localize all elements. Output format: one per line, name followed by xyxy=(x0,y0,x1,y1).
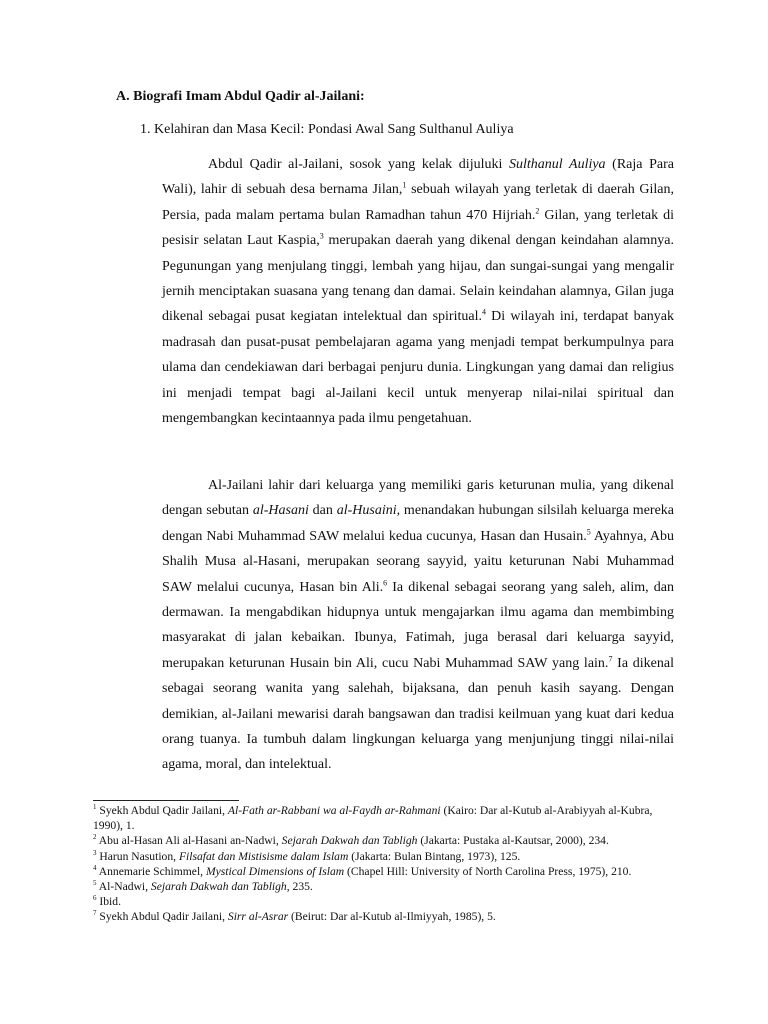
italic-term: al-Husaini xyxy=(336,503,397,519)
italic-term: al-Hasani xyxy=(252,503,309,519)
text-run: Di wilayah ini, terdapat banyak madrasah dan pusat-pusat pembelajaran agama yang menjadi tempat berkumpulnya para ulama dan cendekiawan dari berbagai penjuru dunia. Lingkungan yang damai dan religius ini menjadi tempat bagi al-Jailani kecil untuk menyerap nilai-nilai spiritual dan mengembangkan kecintaannya pada ilmu pengetahuan. xyxy=(162,309,674,427)
footnote-text: Syekh Abdul Qadir Jailani, xyxy=(96,910,228,924)
footnote-title: Mystical Dimensions of Islam xyxy=(205,864,345,878)
text-run: Gilan, yang terletak di pesisir selatan Laut Kaspia, xyxy=(162,207,674,249)
text-run: Abdul Qadir al-Jailani, sosok yang kelak dijuluki xyxy=(208,157,509,172)
footnote-text: Ibid. xyxy=(96,895,121,909)
footnote-number: 5 xyxy=(93,879,97,888)
footnote-number: 7 xyxy=(93,909,97,918)
footnote-number: 4 xyxy=(93,863,97,872)
footnote-text: Abu al-Hasan Ali al-Hasani an-Nadwi, xyxy=(96,834,282,848)
text-run: , menandakan hubungan silsilah keluarga mereka dengan Nabi Muhammad SAW melalui kedua cucunya, Hasan dan Husain. xyxy=(162,503,674,544)
body-paragraph-1 xyxy=(162,152,674,431)
text-run: sebuah wilayah yang terletak di daerah Gilan, Persia, pada malam pertama bulan Ramadhan tahun 470 Hijriah. xyxy=(162,182,674,223)
footnote-text: Syekh Abdul Qadir Jailani, xyxy=(96,804,228,817)
footnote-ref-7[interactable]: 7 xyxy=(608,654,613,664)
footnote-item xyxy=(93,849,683,864)
footnote-text: Al-Nadwi, xyxy=(96,880,151,894)
footnote-ref-2[interactable]: 2 xyxy=(535,206,540,216)
italic-term: Sulthanul Auliya xyxy=(508,157,606,172)
footnote-item xyxy=(93,909,683,924)
footnote-ref-4[interactable]: 4 xyxy=(481,307,486,317)
footnote-text: (Beirut: Dar al-Kutub al-Ilmiyyah, 1985), 5. xyxy=(288,910,496,924)
footnote-ref-6[interactable]: 6 xyxy=(383,577,388,587)
footnote-number: 2 xyxy=(93,833,97,842)
footnote-number: 3 xyxy=(93,848,97,857)
text-run: Ayahnya, Abu Shalih Musa al-Hasani, merupakan seorang sayyid, yaitu keturunan Nabi Muhammad SAW melalui cucunya, Hasan bin Ali. xyxy=(162,528,675,595)
footnote-ref-5[interactable]: 5 xyxy=(586,527,591,537)
footnote-text: (Jakarta: Pustaka al-Kautsar, 2000), 234. xyxy=(417,834,609,848)
footnote-item xyxy=(93,864,683,879)
footnote-text: Harun Nasution, xyxy=(96,849,179,863)
footnote-text: (Kairo: Dar al-Kutub al-Arabiyyah al-Kubra, 1990), 1. xyxy=(93,804,653,833)
footnote-number: 1 xyxy=(93,803,97,812)
body-paragraph-2 xyxy=(162,473,674,778)
text-run: merupakan daerah yang dikenal dengan keindahan alamnya. Pegunungan yang menjulang tinggi, lembah yang hijau, dan sungai-sungai yang mengalir jernih menciptakan suasana yang tenang dan damai. Selain keindahan alamnya, Gilan juga dikenal sebagai pusat kegiatan intelektual dan spiritual. xyxy=(162,233,674,325)
subsection-heading: 1. Kelahiran dan Masa Kecil: Pondasi Awal Sang Sulthanul Auliya xyxy=(140,122,514,137)
text-run: Al-Jailani lahir dari keluarga yang memiliki garis keturunan mulia, yang dikenal dengan sebutan xyxy=(162,478,674,519)
text-run: Ia dikenal sebagai seorang wanita yang salehah, bijaksana, dan penuh kasih sayang. Dengan demikian, al-Jailani mewarisi darah bangsawan dan tradisi keilmuan yang kuat dari kedua orang tuanya. Ia tumbuh dalam lingkungan keluarga yang menjunjung tinggi nilai-nilai agama, moral, dan intelektual. xyxy=(162,655,674,773)
text-run: (Raja Para Wali), lahir di sebuah desa bernama Jilan, xyxy=(162,157,674,198)
footnote-item xyxy=(93,894,683,909)
footnote-title: Filsafat dan Mistisisme dalam Islam xyxy=(178,849,349,863)
footnote-title: Sejarah Dakwah dan Tabligh xyxy=(281,834,418,848)
footnote-item xyxy=(93,833,683,848)
footnote-title: Sejarah Dakwah dan Tabligh xyxy=(150,880,287,894)
footnote-list xyxy=(93,803,683,925)
footnote-item xyxy=(93,803,683,833)
footnote-title: Al-Fath ar-Rabbani wa al-Faydh ar-Rahmani xyxy=(227,804,441,817)
section-heading: A. Biografi Imam Abdul Qadir al-Jailani: xyxy=(116,89,365,104)
text-run: Ia dikenal sebagai seorang yang saleh, alim, dan dermawan. Ia mengabdikan hidupnya untuk mengajarkan ilmu agama dan membimbing masyarakat di jalan kebaikan. Ibunya, Fatimah, juga berasal dari keluarga sayyid, merupakan keturunan Husain bin Ali, cucu Nabi Muhammad SAW yang lain. xyxy=(162,579,674,671)
footnote-separator xyxy=(93,800,239,801)
footnote-text: (Chapel Hill: University of North Carolina Press, 1975), 210. xyxy=(344,864,632,878)
footnote-text: Annemarie Schimmel, xyxy=(96,864,206,878)
footnote-text: (Jakarta: Bulan Bintang, 1973), 125. xyxy=(348,849,521,863)
footnote-item xyxy=(93,879,683,894)
footnote-text: , 235. xyxy=(286,880,313,894)
footnote-title: Sirr al-Asrar xyxy=(227,910,289,924)
footnote-ref-3[interactable]: 3 xyxy=(319,231,324,241)
footnote-ref-1[interactable]: 1 xyxy=(402,180,407,190)
footnote-number: 6 xyxy=(93,894,97,903)
text-run: dan xyxy=(308,503,337,519)
